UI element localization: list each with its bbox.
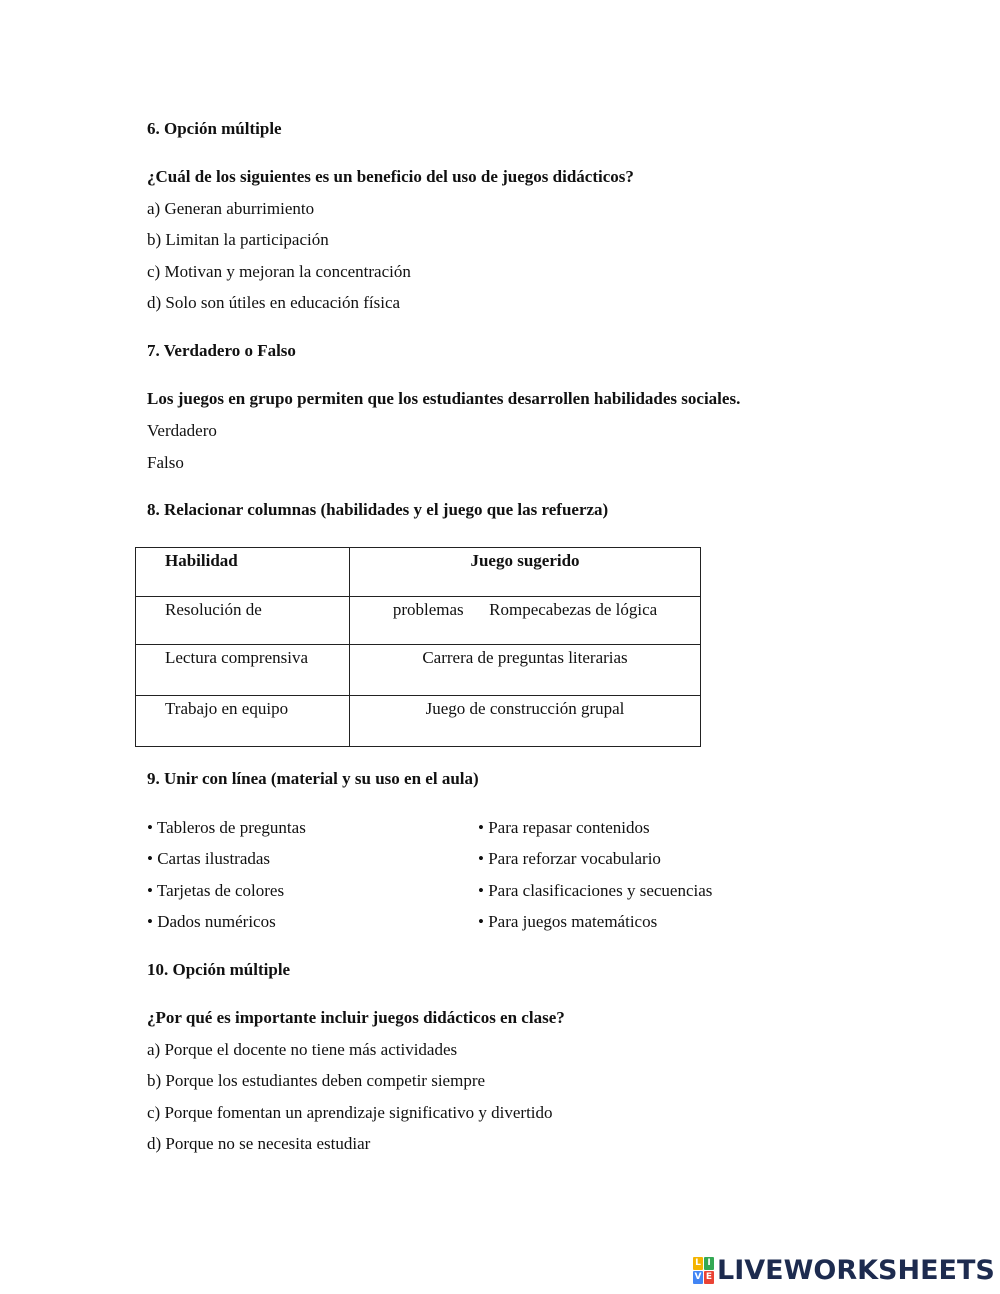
logo-mark-tile: E [705,1271,713,1282]
q6-heading: 6. Opción múltiple [147,119,282,138]
q6-option-d[interactable]: d) Solo son útiles en educación física [147,293,401,312]
q8-match-table [135,547,701,747]
q9-right-item[interactable]: • Para clasificaciones y secuencias [478,881,713,900]
table-row [136,597,701,645]
logo-mark-tile: V [694,1271,702,1282]
q9-heading: 9. Unir con línea (material y su uso en el aula) [147,769,479,788]
q9-left-item[interactable]: • Tableros de preguntas [147,818,306,837]
q9-right-item[interactable]: • Para repasar contenidos [478,818,650,837]
q9-left-item[interactable]: • Cartas ilustradas [147,849,271,868]
cell-game[interactable]: problemas Rompecabezas de lógica [350,597,701,645]
q6-option-a[interactable]: a) Generan aburrimiento [147,199,315,218]
table-header-row [136,548,701,597]
q6-option-b[interactable]: b) Limitan la participación [147,230,329,249]
logo-mark-tile: L [693,1257,703,1270]
header-habilidad: Habilidad [136,548,350,597]
table-row [136,696,701,747]
q10-option-c[interactable]: c) Porque fomentan un aprendizaje significativo y divertido [147,1103,553,1122]
q9-left-item[interactable]: • Dados numéricos [147,912,276,931]
cell-game[interactable]: Juego de construcción grupal [350,696,701,747]
cell-skill[interactable]: Trabajo en equipo [136,696,350,747]
q6-question: ¿Cuál de los siguientes es un beneficio del uso de juegos didácticos? [147,167,634,186]
q9-right-item[interactable]: • Para reforzar vocabulario [478,849,661,868]
q9-right-item[interactable]: • Para juegos matemáticos [478,912,658,931]
q7-option-true[interactable]: Verdadero [147,421,217,440]
q10-heading: 10. Opción múltiple [147,960,291,979]
q7-option-false[interactable]: Falso [147,453,184,472]
header-juego: Juego sugerido [350,548,701,597]
logo-mark-tile: I [704,1257,714,1270]
liveworksheets-logo [693,1255,995,1285]
q10-option-b[interactable]: b) Porque los estudiantes deben competir siempre [147,1071,486,1090]
q6-option-c[interactable]: c) Motivan y mejoran la concentración [147,262,411,281]
cell-skill[interactable]: Lectura comprensiva [136,645,350,696]
q8-heading: 8. Relacionar columnas (habilidades y el juego que las refuerza) [147,500,609,519]
q7-statement: Los juegos en grupo permiten que los estudiantes desarrollen habilidades sociales. [147,389,741,408]
logo-mark-icon [693,1257,714,1284]
q10-option-a[interactable]: a) Porque el docente no tiene más actividades [147,1040,458,1059]
cell-skill[interactable]: Resolución de [136,597,350,645]
q7-heading: 7. Verdadero o Falso [147,341,296,360]
q10-option-d[interactable]: d) Porque no se necesita estudiar [147,1134,371,1153]
q10-question: ¿Por qué es importante incluir juegos didácticos en clase? [147,1008,565,1027]
logo-text: LIVEWORKSHEETS [717,1254,995,1286]
cell-game[interactable]: Carrera de preguntas literarias [350,645,701,696]
q9-left-item[interactable]: • Tarjetas de colores [147,881,285,900]
table-row [136,645,701,696]
